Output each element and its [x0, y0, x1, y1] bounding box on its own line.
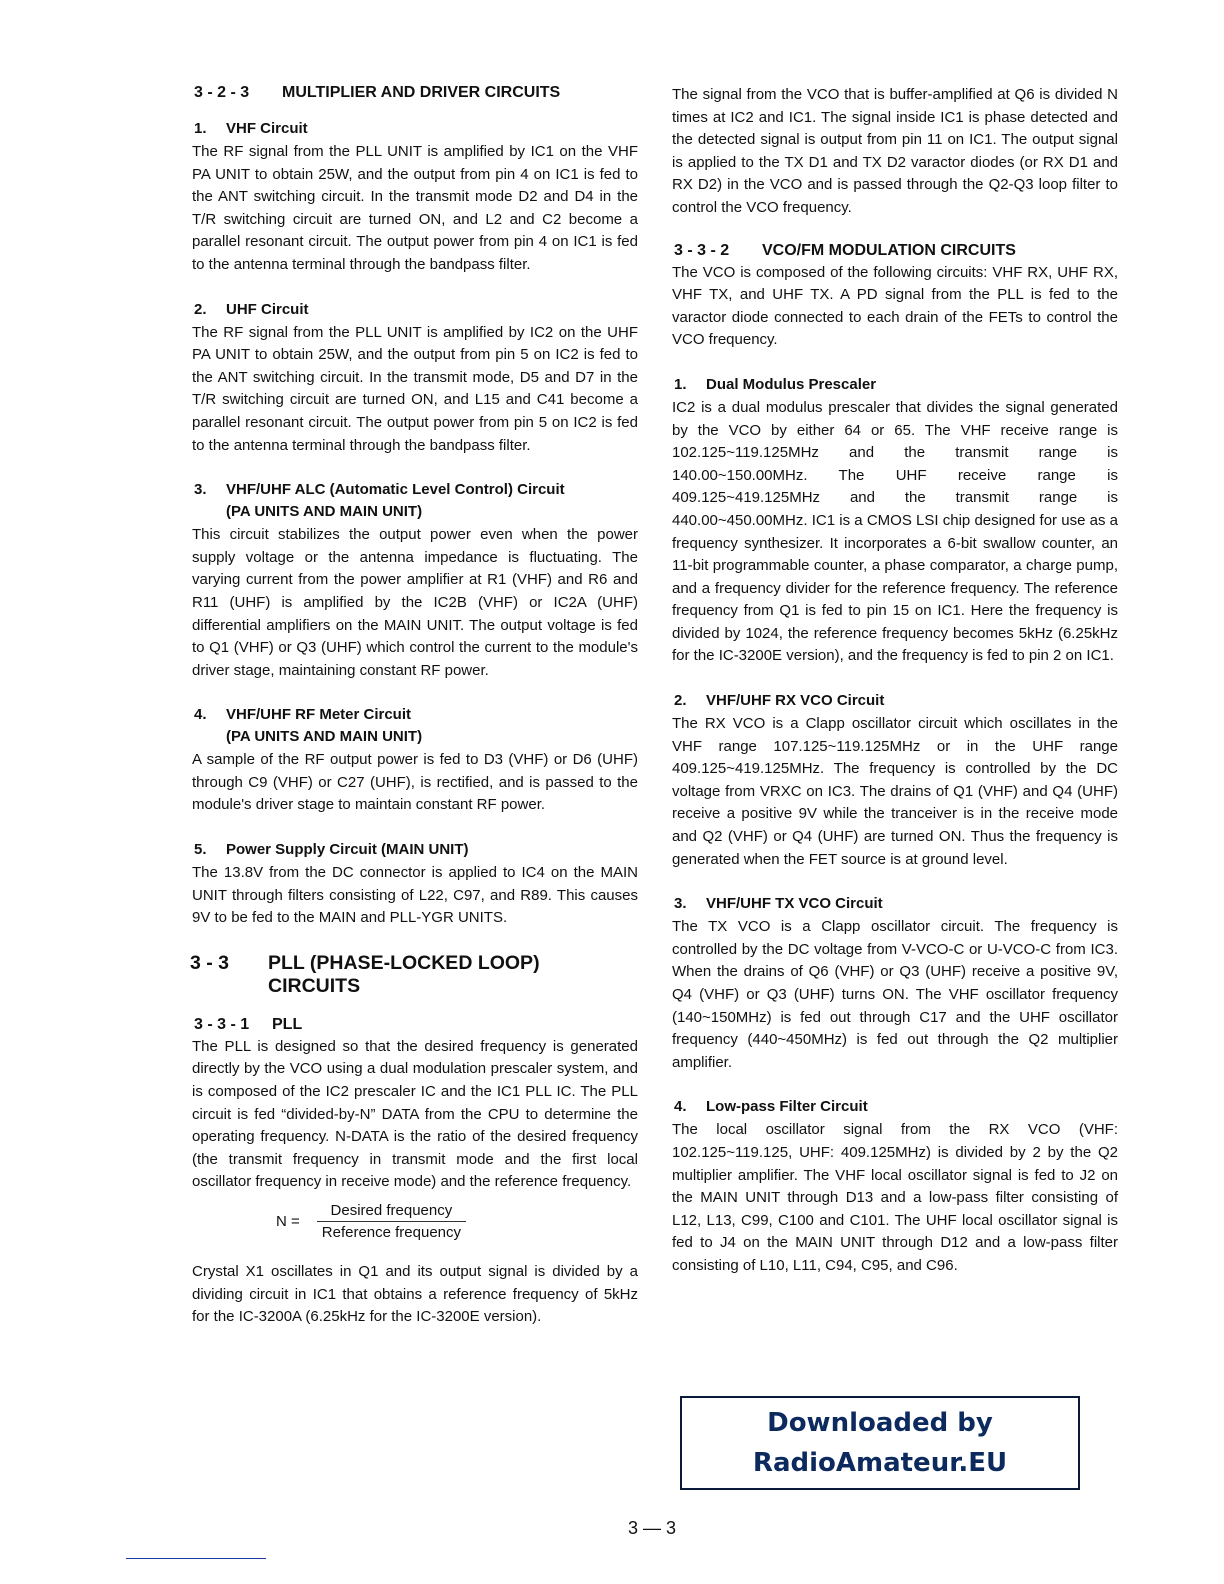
uhf-circuit-paragraph: The RF signal from the PLL UNIT is amplified by IC2 on the UHF PA UNIT to obtain 25W, and the output from pin 5 on IC2 is fed to the ANT switching circuit. In the transmit mode, D5 and D7 in the T/R switching circuit are turned ON, and L15 and C41 become a parallel resonant circuit. The output power from pin 5 on IC2 is fed to the antenna terminal through the bandpass filter. — [192, 323, 638, 454]
subsection-vhf-circuit-heading: 1. VHF Circuit — [194, 120, 308, 137]
subsection-prescaler-heading: 1. Dual Modulus Prescaler — [674, 375, 877, 393]
formula-numerator: Desired frequency — [317, 1202, 467, 1222]
page-number: 3 — 3 — [628, 1518, 677, 1538]
vhf-circuit-paragraph: The RF signal from the PLL UNIT is amplified by IC1 on the VHF PA UNIT to obtain 25W, and the output from pin 4 on IC1 is fed to the ANT switching circuit. In the transmit mode D2 and D4 in the T/R switching circuit are turned ON, and L2 and C2 become a parallel resonant circuit. The output power from pin 4 on IC1 is fed to the antenna terminal through the bandpass filter. — [192, 143, 638, 273]
download-credit-box — [680, 1396, 1080, 1490]
subsection-uhf-circuit-heading: 2. UHF Circuit — [194, 300, 309, 318]
rf-meter-paragraph: A sample of the RF output power is fed to D3 (VHF) or D6 (UHF) through C9 (VHF) or C27 (UHF), is rectified, and is passed to the module's driver stage to maintain constant RF power. — [192, 751, 638, 814]
section-3-3-heading: 3 - 3 PLL (PHASE-LOCKED LOOP) CIRCUITS — [190, 951, 540, 997]
subsection-power-supply-heading: 5. Power Supply Circuit (MAIN UNIT) — [194, 841, 469, 859]
section-3-3-1-heading: 3 - 3 - 1 PLL — [194, 1015, 303, 1033]
subsection-tx-vco-heading: 3. VHF/UHF TX VCO Circuit — [674, 895, 883, 913]
subsection-rf-meter-heading: 4. VHF/UHF RF Meter Circuit (PA UNITS AND MAIN UNIT) — [194, 706, 423, 746]
footer-rule — [126, 1558, 266, 1559]
crystal-paragraph: Crystal X1 oscillates in Q1 and its output signal is divided by a dividing circuit in IC1 that obtains a reference frequency of 5kHz for the IC-3200A (6.25kHz for the IC-3200E version). — [192, 1263, 638, 1326]
left-column — [188, 84, 638, 1351]
vco-intro-paragraph: The signal from the VCO that is buffer-amplified at Q6 is divided N times at IC2 and IC1. The signal inside IC1 is phase detected and the detected signal is output from pin 11 on IC1. The output signal is applied to the TX D1 and TX D2 varactor diodes (or RX D1 and RX D2) in the VCO and is passed through the Q2-Q3 loop filter to control the VCO frequency. — [672, 86, 1118, 216]
power-supply-paragraph: The 13.8V from the DC connector is applied to IC4 on the MAIN UNIT through filters consisting of L22, C97, and R89. This causes 9V to be fed to the MAIN and PLL-YGR UNITS. — [192, 864, 638, 927]
subsection-alc-heading: 3. VHF/UHF ALC (Automatic Level Control) Circuit (PA UNITS AND MAIN UNIT) — [194, 481, 565, 521]
formula-fraction — [308, 1202, 475, 1241]
subsection-rx-vco-heading: 2. VHF/UHF RX VCO Circuit — [674, 692, 885, 710]
section-3-2-3-heading: 3 - 2 - 3 MULTIPLIER AND DRIVER CIRCUITS — [194, 84, 561, 101]
subsection-low-pass-heading: 4. Low-pass Filter Circuit — [674, 1098, 868, 1116]
download-line1: Downloaded by — [767, 1408, 993, 1438]
formula-lhs: N = — [276, 1213, 300, 1230]
vco-modulation-paragraph: The VCO is composed of the following circuits: VHF RX, UHF RX, VHF TX, and UHF TX. A PD signal from the PLL is fed to the varactor diode connected to each drain of the FETs to control the VCO frequency. — [672, 263, 1118, 349]
rx-vco-paragraph: The RX VCO is a Clapp oscillator circuit which oscillates in the VHF range 107.125~119.125MHz or in the UHF range 409.125~419.125MHz. The frequency is controlled by the DC voltage from VRXC on IC3. The drains of Q1 (VHF) and Q4 (UHF) receive a positive 9V while the tranceiver is in the receive mode and Q2 (VHF) or Q4 (UHF) are turned ON. Thus the frequency is generated when the FET source is at ground level. — [672, 715, 1118, 868]
right-column — [668, 84, 1118, 1300]
low-pass-paragraph: The local oscillator signal from the RX VCO (VHF: 102.125~119.125, UHF: 409.125MHz) is divided by 2 by the Q2 multiplier amplifier. The VHF local oscillator signal is fed to J2 on the MAIN UNIT through D13 and a low-pass filter consisting of L12, L13, C99, C100 and C101. The UHF local oscillator signal is fed to J4 on the MAIN UNIT through D12 and a low-pass filter consisting of L10, L11, C94, C95, and C96. — [672, 1121, 1118, 1274]
prescaler-paragraph: IC2 is a dual modulus prescaler that divides the signal generated by the VCO by either 64 or 65. The VHF receive range is 102.125~119.125MHz and the transmit range is 140.00~150.00MHz. The UHF receive range is 409.125~419.125MHz and the transmit range is 440.00~450.00MHz. IC1 is a CMOS LSI chip designed for use as a frequency synthesizer. It incorporates a 6-bit swallow counter, an 11-bit programmable counter, a phase comparator, a charge pump, and a frequency divider for the reference frequency. The reference frequency from Q1 is fed to pin 15 on IC1. Here the frequency is divided by 1024, the reference frequency becomes 5kHz (6.25kHz for the IC-3200E version), and the frequency is fed to pin 2 on IC1. — [672, 398, 1118, 665]
pll-paragraph: The PLL is designed so that the desired frequency is generated directly by the VCO using a dual modulation prescaler system, and is composed of the IC2 prescaler IC and the IC1 PLL IC. The PLL circuit is fed “divided-by-N” DATA from the CPU to determine the operating frequency. N-DATA is the ratio of the desired frequency (the transmit frequency in transmit mode and the first local oscillator frequency in receive mode) and the reference frequency. — [192, 1037, 638, 1191]
alc-paragraph: This circuit stabilizes the output power even when the power supply voltage or the antenna impedance is fluctuating. The varying current from the power amplifier at R1 (VHF) and R6 and R11 (UHF) is amplified by the IC2B (VHF) or IC2A (UHF) differential amplifiers on the MAIN UNIT. The output voltage is fed to Q1 (VHF) or Q3 (UHF) which control the current to the module's driver stage, maintaining constant RF power. — [192, 526, 638, 679]
tx-vco-paragraph: The TX VCO is a Clapp oscillator circuit. The frequency is controlled by the DC voltage from V-VCO-C or U-VCO-C from IC3. When the drains of Q6 (VHF) or Q3 (UHF) receive a positive 9V, Q4 (VHF) or Q3 (UHF) turns ON. The VHF oscillator frequency (140~150MHz) is fed out through C17 and the UHF oscillator frequency (440~450MHz) is fed out through the Q2 multiplier amplifier. — [672, 918, 1118, 1071]
download-line2: RadioAmateur.EU — [752, 1448, 1008, 1478]
n-formula — [276, 1202, 638, 1241]
formula-denominator: Reference frequency — [321, 1224, 462, 1241]
section-3-3-2-heading: 3 - 3 - 2 VCO/FM MODULATION CIRCUITS — [674, 241, 1016, 259]
